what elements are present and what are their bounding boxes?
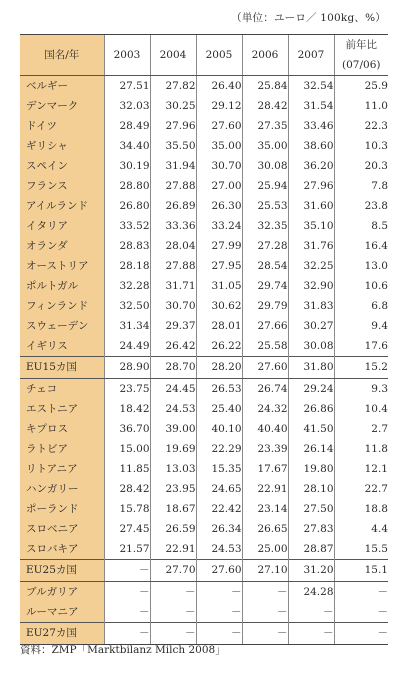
price-cell: 36.70 bbox=[104, 419, 150, 439]
country-name: ドイツ bbox=[20, 116, 104, 136]
ratio-cell: 22.3 bbox=[334, 116, 388, 136]
price-cell: 27.60 bbox=[242, 357, 288, 379]
price-cell: 25.40 bbox=[196, 399, 242, 419]
price-cell: 30.08 bbox=[242, 156, 288, 176]
country-name: EU15カ国 bbox=[20, 357, 104, 379]
price-cell: 39.00 bbox=[150, 419, 196, 439]
header-year: 2007 bbox=[288, 35, 334, 76]
price-cell: 18.67 bbox=[150, 499, 196, 519]
price-cell: 27.35 bbox=[242, 116, 288, 136]
milk-price-table bbox=[20, 34, 388, 645]
price-cell: － bbox=[150, 582, 196, 603]
price-cell: 28.90 bbox=[104, 357, 150, 379]
summary-row bbox=[20, 560, 388, 582]
table-row bbox=[20, 539, 388, 560]
ratio-cell: 15.1 bbox=[334, 560, 388, 582]
table-row bbox=[20, 116, 388, 136]
price-cell: 24.53 bbox=[196, 539, 242, 560]
price-cell: 26.65 bbox=[242, 519, 288, 539]
price-cell: 30.25 bbox=[150, 96, 196, 116]
price-cell: 32.54 bbox=[288, 76, 334, 97]
price-cell: 31.54 bbox=[288, 96, 334, 116]
price-cell: 30.70 bbox=[150, 296, 196, 316]
price-cell: 19.69 bbox=[150, 439, 196, 459]
price-cell: 27.96 bbox=[150, 116, 196, 136]
price-cell: － bbox=[288, 602, 334, 623]
price-cell: 33.46 bbox=[288, 116, 334, 136]
price-cell: 24.49 bbox=[104, 336, 150, 357]
country-name: ハンガリー bbox=[20, 479, 104, 499]
price-cell: 27.88 bbox=[150, 256, 196, 276]
price-cell: 28.42 bbox=[104, 479, 150, 499]
ratio-cell: 16.4 bbox=[334, 236, 388, 256]
price-cell: － bbox=[196, 623, 242, 645]
price-cell: 28.83 bbox=[104, 236, 150, 256]
table-body bbox=[20, 76, 388, 645]
price-cell: － bbox=[150, 623, 196, 645]
price-cell: 17.67 bbox=[242, 459, 288, 479]
country-name: リトアニア bbox=[20, 459, 104, 479]
price-cell: 26.80 bbox=[104, 196, 150, 216]
table-row bbox=[20, 136, 388, 156]
price-cell: 31.60 bbox=[288, 196, 334, 216]
country-name: スウェーデン bbox=[20, 316, 104, 336]
price-cell: 22.91 bbox=[242, 479, 288, 499]
price-cell: 11.85 bbox=[104, 459, 150, 479]
price-cell: － bbox=[242, 623, 288, 645]
price-cell: 26.86 bbox=[288, 399, 334, 419]
price-cell: 31.76 bbox=[288, 236, 334, 256]
header-year: 2006 bbox=[242, 35, 288, 76]
ratio-cell: － bbox=[334, 582, 388, 603]
country-name: フィンランド bbox=[20, 296, 104, 316]
ratio-cell: 6.8 bbox=[334, 296, 388, 316]
price-cell: 23.75 bbox=[104, 379, 150, 400]
price-cell: 41.50 bbox=[288, 419, 334, 439]
price-cell: 33.24 bbox=[196, 216, 242, 236]
table-row bbox=[20, 176, 388, 196]
price-cell: － bbox=[242, 602, 288, 623]
country-name: イタリア bbox=[20, 216, 104, 236]
table-row bbox=[20, 519, 388, 539]
country-name: エストニア bbox=[20, 399, 104, 419]
price-cell: 15.00 bbox=[104, 439, 150, 459]
price-cell: 34.40 bbox=[104, 136, 150, 156]
ratio-cell: 25.9 bbox=[334, 76, 388, 97]
price-cell: 40.40 bbox=[242, 419, 288, 439]
country-name: スロベニア bbox=[20, 519, 104, 539]
price-cell: 27.88 bbox=[150, 176, 196, 196]
price-cell: 28.42 bbox=[242, 96, 288, 116]
table-row bbox=[20, 336, 388, 357]
ratio-cell: 17.6 bbox=[334, 336, 388, 357]
price-cell: 24.53 bbox=[150, 399, 196, 419]
price-cell: 30.70 bbox=[196, 156, 242, 176]
table-row bbox=[20, 602, 388, 623]
price-cell: 25.94 bbox=[242, 176, 288, 196]
price-cell: 26.53 bbox=[196, 379, 242, 400]
price-cell: 31.34 bbox=[104, 316, 150, 336]
ratio-cell: － bbox=[334, 623, 388, 645]
price-cell: 35.00 bbox=[196, 136, 242, 156]
price-cell: 27.95 bbox=[196, 256, 242, 276]
ratio-cell: 12.1 bbox=[334, 459, 388, 479]
price-cell: 31.80 bbox=[288, 357, 334, 379]
ratio-cell: 7.8 bbox=[334, 176, 388, 196]
table-row bbox=[20, 76, 388, 97]
ratio-cell: 20.3 bbox=[334, 156, 388, 176]
price-cell: 29.79 bbox=[242, 296, 288, 316]
price-cell: 28.87 bbox=[288, 539, 334, 560]
price-cell: 32.50 bbox=[104, 296, 150, 316]
price-cell: 30.27 bbox=[288, 316, 334, 336]
header-year: 2004 bbox=[150, 35, 196, 76]
ratio-cell: 9.3 bbox=[334, 379, 388, 400]
price-cell: 28.70 bbox=[150, 357, 196, 379]
price-cell: － bbox=[104, 602, 150, 623]
price-cell: 31.94 bbox=[150, 156, 196, 176]
header-ratio-label: 前年比 bbox=[345, 39, 377, 51]
price-cell: 27.96 bbox=[288, 176, 334, 196]
ratio-cell: 13.0 bbox=[334, 256, 388, 276]
price-cell: 23.39 bbox=[242, 439, 288, 459]
header-row bbox=[20, 35, 388, 76]
price-cell: 27.66 bbox=[242, 316, 288, 336]
price-cell: 15.35 bbox=[196, 459, 242, 479]
header-country-year: 国名/年 bbox=[20, 35, 104, 76]
country-name: オーストリア bbox=[20, 256, 104, 276]
price-cell: － bbox=[104, 623, 150, 645]
price-cell: 30.19 bbox=[104, 156, 150, 176]
price-cell: 28.49 bbox=[104, 116, 150, 136]
country-name: スペイン bbox=[20, 156, 104, 176]
table-row bbox=[20, 296, 388, 316]
country-name: ベルギー bbox=[20, 76, 104, 97]
price-cell: 35.10 bbox=[288, 216, 334, 236]
price-cell: 24.65 bbox=[196, 479, 242, 499]
country-name: チェコ bbox=[20, 379, 104, 400]
country-name: EU27カ国 bbox=[20, 623, 104, 645]
price-cell: － bbox=[150, 602, 196, 623]
price-cell: 26.14 bbox=[288, 439, 334, 459]
price-cell: 29.12 bbox=[196, 96, 242, 116]
table-row bbox=[20, 196, 388, 216]
price-cell: 19.80 bbox=[288, 459, 334, 479]
table-row bbox=[20, 499, 388, 519]
table-row bbox=[20, 156, 388, 176]
country-name: オランダ bbox=[20, 236, 104, 256]
price-cell: 31.05 bbox=[196, 276, 242, 296]
price-cell: 24.32 bbox=[242, 399, 288, 419]
price-cell: 25.53 bbox=[242, 196, 288, 216]
price-cell: 27.60 bbox=[196, 116, 242, 136]
price-cell: 28.18 bbox=[104, 256, 150, 276]
price-cell: 27.28 bbox=[242, 236, 288, 256]
ratio-cell: 15.2 bbox=[334, 357, 388, 379]
country-name: ルーマニア bbox=[20, 602, 104, 623]
price-cell: 40.10 bbox=[196, 419, 242, 439]
price-cell: 23.95 bbox=[150, 479, 196, 499]
country-name: スロバキア bbox=[20, 539, 104, 560]
price-cell: 26.89 bbox=[150, 196, 196, 216]
ratio-cell: 15.5 bbox=[334, 539, 388, 560]
price-cell: 26.74 bbox=[242, 379, 288, 400]
country-name: EU25カ国 bbox=[20, 560, 104, 582]
price-cell: 26.22 bbox=[196, 336, 242, 357]
price-cell: 32.28 bbox=[104, 276, 150, 296]
price-cell: 27.83 bbox=[288, 519, 334, 539]
price-cell: 36.20 bbox=[288, 156, 334, 176]
price-cell: 28.04 bbox=[150, 236, 196, 256]
country-name: ポーランド bbox=[20, 499, 104, 519]
price-cell: 31.83 bbox=[288, 296, 334, 316]
ratio-cell: 23.8 bbox=[334, 196, 388, 216]
price-cell: 24.45 bbox=[150, 379, 196, 400]
price-cell: 26.34 bbox=[196, 519, 242, 539]
table-row bbox=[20, 316, 388, 336]
ratio-cell: 11.8 bbox=[334, 439, 388, 459]
price-cell: 25.00 bbox=[242, 539, 288, 560]
price-cell: 32.35 bbox=[242, 216, 288, 236]
table-row bbox=[20, 439, 388, 459]
ratio-cell: 2.7 bbox=[334, 419, 388, 439]
price-cell: 22.42 bbox=[196, 499, 242, 519]
country-name: キプロス bbox=[20, 419, 104, 439]
table-row bbox=[20, 479, 388, 499]
price-cell: 26.40 bbox=[196, 76, 242, 97]
table-row bbox=[20, 96, 388, 116]
price-cell: 25.58 bbox=[242, 336, 288, 357]
ratio-cell: 9.4 bbox=[334, 316, 388, 336]
price-cell: 38.60 bbox=[288, 136, 334, 156]
price-cell: 28.20 bbox=[196, 357, 242, 379]
price-cell: 21.57 bbox=[104, 539, 150, 560]
price-cell: － bbox=[196, 582, 242, 603]
price-cell: 26.30 bbox=[196, 196, 242, 216]
price-cell: 28.80 bbox=[104, 176, 150, 196]
price-cell: 22.91 bbox=[150, 539, 196, 560]
price-cell: 25.84 bbox=[242, 76, 288, 97]
price-cell: 27.60 bbox=[196, 560, 242, 582]
price-cell: 28.01 bbox=[196, 316, 242, 336]
country-name: ブルガリア bbox=[20, 582, 104, 603]
price-cell: 30.62 bbox=[196, 296, 242, 316]
header-ratio-period: (07/06) bbox=[342, 59, 381, 71]
price-cell: － bbox=[288, 623, 334, 645]
price-cell: 27.00 bbox=[196, 176, 242, 196]
ratio-cell: 10.4 bbox=[334, 399, 388, 419]
price-cell: 27.51 bbox=[104, 76, 150, 97]
unit-note: （単位：ユーロ／ 100kg、%） bbox=[231, 12, 386, 24]
price-cell: 15.78 bbox=[104, 499, 150, 519]
price-cell: 30.08 bbox=[288, 336, 334, 357]
price-cell: 24.28 bbox=[288, 582, 334, 603]
price-cell: 35.00 bbox=[242, 136, 288, 156]
price-cell: 29.24 bbox=[288, 379, 334, 400]
price-cell: 28.54 bbox=[242, 256, 288, 276]
table-row bbox=[20, 459, 388, 479]
header-year: 2005 bbox=[196, 35, 242, 76]
price-cell: 28.10 bbox=[288, 479, 334, 499]
price-cell: 29.37 bbox=[150, 316, 196, 336]
header-year: 2003 bbox=[104, 35, 150, 76]
ratio-cell: 22.7 bbox=[334, 479, 388, 499]
price-cell: － bbox=[242, 582, 288, 603]
source-note: 資料：ZMP「Marktbilanz Milch 2008」 bbox=[20, 644, 226, 656]
ratio-cell: － bbox=[334, 602, 388, 623]
price-cell: 33.52 bbox=[104, 216, 150, 236]
country-name: イギリス bbox=[20, 336, 104, 357]
ratio-cell: 8.5 bbox=[334, 216, 388, 236]
price-cell: 27.70 bbox=[150, 560, 196, 582]
price-cell: 31.20 bbox=[288, 560, 334, 582]
table-row bbox=[20, 399, 388, 419]
table-row bbox=[20, 582, 388, 603]
price-cell: － bbox=[104, 560, 150, 582]
country-name: フランス bbox=[20, 176, 104, 196]
price-cell: 23.14 bbox=[242, 499, 288, 519]
price-cell: 13.03 bbox=[150, 459, 196, 479]
ratio-cell: 10.3 bbox=[334, 136, 388, 156]
price-cell: 26.59 bbox=[150, 519, 196, 539]
price-cell: － bbox=[104, 582, 150, 603]
price-cell: 31.71 bbox=[150, 276, 196, 296]
table-row bbox=[20, 419, 388, 439]
price-cell: 32.25 bbox=[288, 256, 334, 276]
country-name: ギリシャ bbox=[20, 136, 104, 156]
country-name: ポルトガル bbox=[20, 276, 104, 296]
country-name: ラトビア bbox=[20, 439, 104, 459]
table-row bbox=[20, 236, 388, 256]
country-name: デンマーク bbox=[20, 96, 104, 116]
price-cell: 29.74 bbox=[242, 276, 288, 296]
price-cell: 27.50 bbox=[288, 499, 334, 519]
ratio-cell: 11.0 bbox=[334, 96, 388, 116]
country-name: アイルランド bbox=[20, 196, 104, 216]
price-cell: 33.36 bbox=[150, 216, 196, 236]
table-row bbox=[20, 379, 388, 400]
table-row bbox=[20, 276, 388, 296]
price-cell: 32.90 bbox=[288, 276, 334, 296]
price-cell: 18.42 bbox=[104, 399, 150, 419]
summary-row bbox=[20, 357, 388, 379]
price-cell: － bbox=[196, 602, 242, 623]
price-cell: 32.03 bbox=[104, 96, 150, 116]
ratio-cell: 4.4 bbox=[334, 519, 388, 539]
ratio-cell: 18.8 bbox=[334, 499, 388, 519]
price-cell: 27.45 bbox=[104, 519, 150, 539]
price-cell: 22.29 bbox=[196, 439, 242, 459]
price-cell: 26.42 bbox=[150, 336, 196, 357]
header-ratio bbox=[334, 35, 388, 76]
table-row bbox=[20, 256, 388, 276]
price-cell: 35.50 bbox=[150, 136, 196, 156]
ratio-cell: 10.6 bbox=[334, 276, 388, 296]
table-row bbox=[20, 216, 388, 236]
price-cell: 27.82 bbox=[150, 76, 196, 97]
price-cell: 27.99 bbox=[196, 236, 242, 256]
price-cell: 27.10 bbox=[242, 560, 288, 582]
